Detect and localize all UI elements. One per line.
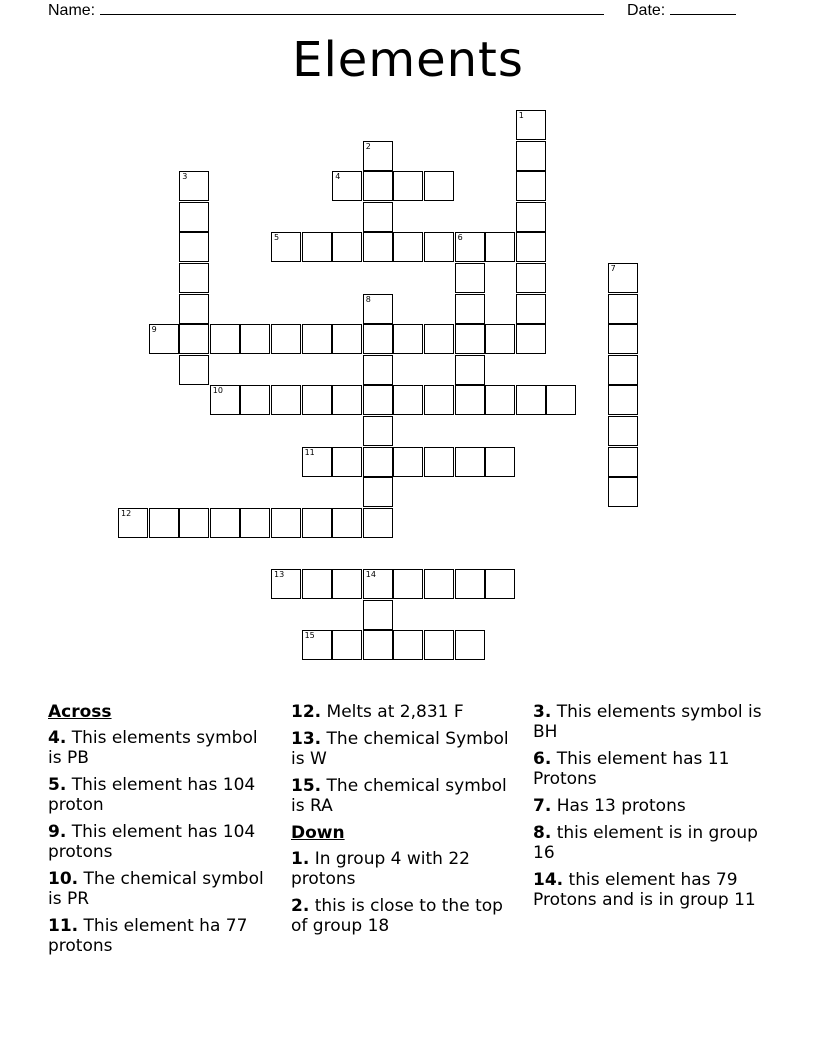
- clue-number: 7: [610, 264, 616, 273]
- clue-text: The chemical Symbol is W: [291, 729, 509, 769]
- clue-number-label: 10.: [48, 869, 79, 889]
- clue-number-label: 11.: [48, 916, 79, 936]
- clue-text: Melts at 2,831 F: [321, 702, 464, 722]
- grid-cell[interactable]: [516, 232, 546, 262]
- grid-cell[interactable]: [332, 232, 362, 262]
- clue-text: In group 4 with 22 protons: [291, 849, 470, 889]
- grid-cell[interactable]: [332, 630, 362, 660]
- grid-cell[interactable]: [393, 630, 423, 660]
- clue-text: This element has 104 protons: [48, 822, 256, 862]
- clue-number: 8: [365, 294, 371, 304]
- clue-number: 3: [182, 172, 188, 182]
- grid-cell[interactable]: [240, 324, 270, 354]
- grid-cell[interactable]: [363, 202, 393, 232]
- grid-cell[interactable]: [516, 202, 546, 232]
- page-title: Elements: [292, 32, 524, 88]
- grid-cell[interactable]: [302, 385, 332, 415]
- grid-cell[interactable]: [332, 324, 362, 354]
- clue-item: [533, 823, 763, 863]
- grid-cell[interactable]: [332, 171, 362, 201]
- grid-cell[interactable]: [302, 508, 332, 538]
- grid-cell[interactable]: [485, 232, 515, 262]
- clue-number-label: 7.: [533, 796, 552, 816]
- grid-cell[interactable]: [516, 141, 546, 171]
- clue-item: [48, 822, 273, 862]
- grid-cell[interactable]: [455, 232, 485, 262]
- down-heading: Down: [291, 823, 345, 843]
- clue-text: this element has 79 Protons and is in group 11: [533, 870, 756, 910]
- grid-cell[interactable]: [210, 324, 240, 354]
- clue-item: [533, 796, 763, 816]
- clue-text: this element is in group 16: [533, 823, 758, 863]
- grid-cell[interactable]: [516, 324, 546, 354]
- grid-cell[interactable]: [210, 385, 240, 415]
- grid-cell[interactable]: [210, 508, 240, 538]
- grid-cell[interactable]: [485, 385, 515, 415]
- grid-cell[interactable]: [393, 385, 423, 415]
- clue-item: [291, 849, 516, 889]
- grid-cell[interactable]: [271, 232, 301, 262]
- grid-cell[interactable]: [424, 569, 454, 599]
- grid-cell[interactable]: [271, 508, 301, 538]
- clue-number: 4: [335, 172, 341, 182]
- clue-text: This elements symbol is BH: [533, 702, 762, 742]
- across-heading: Across: [48, 702, 112, 722]
- grid-cell[interactable]: [363, 232, 393, 262]
- grid-cell[interactable]: [271, 324, 301, 354]
- grid-cell[interactable]: [302, 447, 332, 477]
- grid-cell[interactable]: [240, 508, 270, 538]
- grid-cell[interactable]: [332, 569, 362, 599]
- grid-cell[interactable]: [608, 355, 638, 385]
- grid-cell[interactable]: [455, 630, 485, 660]
- grid-cell[interactable]: [179, 355, 209, 385]
- grid-cell[interactable]: [608, 477, 638, 507]
- grid-cell[interactable]: [455, 385, 485, 415]
- clue-number-label: 6.: [533, 749, 552, 769]
- grid-cell[interactable]: [455, 324, 485, 354]
- grid-cell[interactable]: [608, 263, 638, 293]
- grid-cell[interactable]: [302, 232, 332, 262]
- clue-number: 13: [274, 570, 285, 579]
- grid-cell[interactable]: [271, 385, 301, 415]
- clue-text: This elements symbol is PB: [48, 728, 258, 768]
- grid-cell[interactable]: [179, 508, 209, 538]
- grid-cell[interactable]: [179, 202, 209, 232]
- grid-cell[interactable]: [485, 569, 515, 599]
- clue-number-label: 3.: [533, 702, 552, 722]
- clue-number: 15: [304, 631, 315, 641]
- clue-item: [533, 702, 763, 742]
- grid-cell[interactable]: [363, 294, 393, 324]
- grid-cell[interactable]: [363, 508, 393, 538]
- grid-cell[interactable]: [179, 294, 209, 324]
- grid-cell[interactable]: [363, 171, 393, 201]
- clue-number-label: 12.: [291, 702, 322, 722]
- clue-number: 9: [151, 325, 157, 335]
- grid-cell[interactable]: [424, 385, 454, 415]
- clue-number-label: 15.: [291, 776, 322, 796]
- clue-number-label: 9.: [48, 822, 67, 842]
- grid-cell[interactable]: [363, 416, 393, 446]
- clue-number-label: 2.: [291, 896, 310, 916]
- grid-cell[interactable]: [302, 324, 332, 354]
- clue-text: The chemical symbol is RA: [291, 776, 507, 816]
- clue-item: [48, 775, 273, 815]
- grid-cell[interactable]: [363, 477, 393, 507]
- grid-cell[interactable]: [608, 294, 638, 324]
- grid-cell[interactable]: [332, 385, 362, 415]
- grid-cell[interactable]: [179, 171, 209, 201]
- grid-cell[interactable]: [393, 447, 423, 477]
- clue-text: Has 13 protons: [551, 796, 686, 816]
- clue-number-label: 14.: [533, 870, 564, 890]
- clue-number-label: 8.: [533, 823, 552, 843]
- grid-cell[interactable]: [149, 324, 179, 354]
- grid-cell[interactable]: [393, 324, 423, 354]
- grid-cell[interactable]: [363, 569, 393, 599]
- grid-cell[interactable]: [363, 355, 393, 385]
- grid-cell[interactable]: [455, 569, 485, 599]
- grid-cell[interactable]: [455, 294, 485, 324]
- grid-cell[interactable]: [424, 324, 454, 354]
- grid-cell[interactable]: [608, 385, 638, 415]
- clue-number-label: 1.: [291, 849, 310, 869]
- clue-item: [48, 728, 273, 768]
- grid-cell[interactable]: [424, 447, 454, 477]
- clue-number: 6: [457, 233, 463, 243]
- grid-cell[interactable]: [332, 508, 362, 538]
- grid-cell[interactable]: [608, 416, 638, 446]
- clue-number: 5: [274, 233, 280, 243]
- grid-cell[interactable]: [363, 630, 393, 660]
- grid-cell[interactable]: [363, 600, 393, 630]
- grid-cell[interactable]: [424, 171, 454, 201]
- grid-cell[interactable]: [363, 141, 393, 171]
- clue-item: [533, 870, 763, 910]
- grid-cell[interactable]: [179, 324, 209, 354]
- clue-text: This element has 104 proton: [48, 775, 256, 815]
- grid-cell[interactable]: [516, 263, 546, 293]
- grid-cell[interactable]: [455, 355, 485, 385]
- clue-text: this is close to the top of group 18: [291, 896, 503, 936]
- grid-cell[interactable]: [393, 569, 423, 599]
- grid-cell[interactable]: [516, 385, 546, 415]
- clue-item: [291, 896, 516, 936]
- grid-cell[interactable]: [516, 110, 546, 140]
- clue-item: [291, 702, 516, 722]
- grid-cell[interactable]: [302, 630, 332, 660]
- grid-cell[interactable]: [332, 447, 362, 477]
- clue-text: The chemical symbol is PR: [48, 869, 264, 909]
- grid-cell[interactable]: [455, 447, 485, 477]
- clue-number: 14: [365, 570, 376, 579]
- grid-cell[interactable]: [485, 324, 515, 354]
- clue-column-3: [533, 702, 763, 917]
- grid-cell[interactable]: [302, 569, 332, 599]
- grid-cell[interactable]: [424, 630, 454, 660]
- clue-item: [533, 749, 763, 789]
- clue-number: 1: [518, 111, 524, 120]
- grid-cell[interactable]: [516, 294, 546, 324]
- grid-cell[interactable]: [485, 447, 515, 477]
- clue-text: This element has 11 Protons: [533, 749, 730, 789]
- grid-cell[interactable]: [393, 232, 423, 262]
- grid-cell[interactable]: [546, 385, 576, 415]
- grid-cell[interactable]: [516, 171, 546, 201]
- grid-cell[interactable]: [608, 447, 638, 477]
- grid-cell[interactable]: [179, 232, 209, 262]
- clue-number-label: 4.: [48, 728, 67, 748]
- name-label: Name:: [48, 2, 96, 19]
- clue-number: 2: [365, 141, 371, 151]
- clue-number-label: 5.: [48, 775, 67, 795]
- clue-column-1: [48, 702, 273, 963]
- grid-cell[interactable]: [118, 508, 148, 538]
- clue-column-2: [291, 702, 516, 943]
- grid-cell[interactable]: [455, 263, 485, 293]
- grid-cell[interactable]: [393, 171, 423, 201]
- grid-cell[interactable]: [363, 447, 393, 477]
- clue-number: 11: [304, 447, 315, 457]
- grid-cell[interactable]: [240, 385, 270, 415]
- clue-number-label: 13.: [291, 729, 322, 749]
- clue-item: [291, 729, 516, 769]
- grid-cell[interactable]: [363, 385, 393, 415]
- clue-text: This element ha 77 protons: [48, 916, 248, 956]
- clue-number: 12: [121, 508, 132, 518]
- clue-item: [291, 776, 516, 816]
- grid-cell[interactable]: [363, 324, 393, 354]
- grid-cell[interactable]: [149, 508, 179, 538]
- grid-cell[interactable]: [179, 263, 209, 293]
- grid-cell[interactable]: [424, 232, 454, 262]
- clue-item: [48, 869, 273, 909]
- clue-item: [48, 916, 273, 956]
- grid-cell[interactable]: [271, 569, 301, 599]
- grid-cell[interactable]: [608, 324, 638, 354]
- date-label: Date:: [627, 2, 666, 19]
- clue-number: 10: [212, 386, 223, 396]
